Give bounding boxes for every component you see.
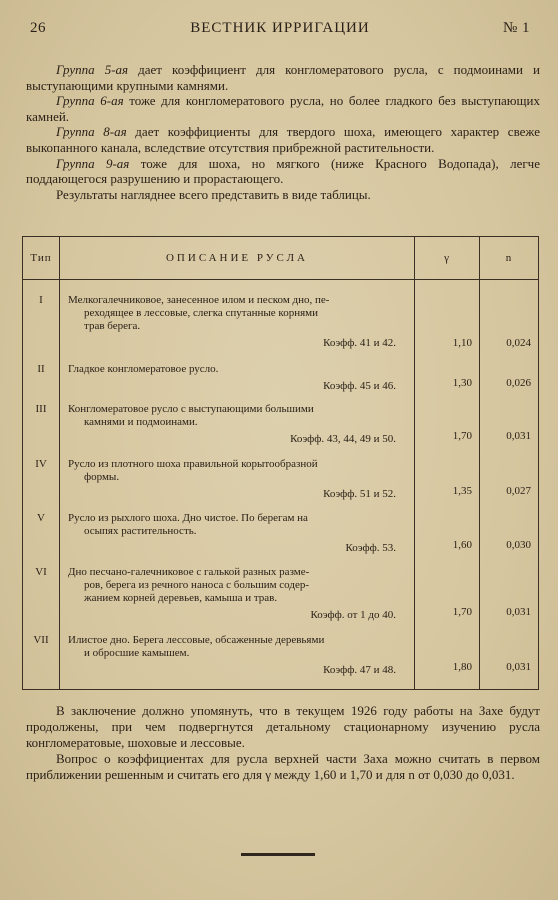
table-row — [23, 399, 539, 453]
row-gamma-cell — [415, 359, 480, 399]
coefficient-reference: Коэфф. 41 и 42. — [323, 337, 396, 349]
description-line: ров, берега из речного наноса с большим содер- — [84, 579, 309, 591]
row-description-cell — [60, 508, 415, 562]
row-description-cell — [60, 630, 415, 689]
description-line: Конгломератовое русло с выступающими большими — [68, 403, 314, 416]
row-description — [68, 512, 408, 538]
paragraph-group-5 — [26, 62, 540, 93]
row-gamma: 1,35 — [452, 484, 472, 497]
paragraph-text: дает коэффициент для конгломератового русла, с подмоинами и выступающими крупными камнями. — [26, 62, 540, 93]
row-n: 0,030 — [506, 538, 531, 551]
description-line: осыпях растительность. — [84, 524, 197, 537]
row-description — [68, 294, 408, 333]
paragraph-conclusion-2: Вопрос о коэффициентах для русла верхней части Заха можно считать в первом приближении решенным и считать его для γ между 1,60 и 1,70 и для n от 0,030 до 0,031. — [26, 751, 540, 782]
paragraph-text: дает коэффициенты для твердого шоха, имеющего характер свеже выкопанного канала, вследствие отсутствия прибрежной растительности. — [26, 124, 540, 155]
row-gamma: 1,60 — [452, 538, 472, 551]
row-type: V — [23, 508, 60, 562]
row-n-cell — [480, 359, 539, 399]
description-line: трав берега. — [84, 320, 141, 332]
page-header — [30, 20, 530, 40]
row-n: 0,024 — [506, 337, 531, 349]
group-label: Группа 5-ая — [56, 62, 129, 77]
row-n: 0,027 — [506, 484, 531, 497]
table-header-row — [23, 237, 539, 280]
table-row — [23, 630, 539, 689]
paragraph-group-9 — [26, 156, 540, 187]
description-line: Русло из плотного шоха правильной корытообразной — [68, 457, 318, 470]
row-n-cell — [480, 399, 539, 453]
row-type: II — [23, 359, 60, 399]
description-line: жанием корней деревьев, камыша и трав. — [84, 592, 278, 604]
group-label: Группа 9-ая — [56, 155, 130, 171]
row-description-cell — [60, 454, 415, 508]
intro-text — [26, 62, 540, 202]
row-gamma: 1,70 — [452, 430, 472, 443]
table-row — [23, 280, 539, 360]
header-n: n — [480, 237, 539, 280]
row-gamma-cell — [415, 562, 480, 630]
row-gamma: 1,80 — [452, 661, 472, 674]
row-n: 0,026 — [506, 377, 531, 390]
row-description-cell — [60, 399, 415, 453]
header-type: Тип — [23, 237, 60, 280]
row-n-cell — [480, 454, 539, 508]
description-line: формы. — [84, 470, 120, 483]
description-line: Гладкое конгломератовое русло. — [68, 363, 219, 376]
row-description-cell — [60, 280, 415, 360]
row-n: 0,031 — [506, 606, 531, 618]
row-type: I — [23, 280, 60, 360]
coefficient-reference: Коэфф. 47 и 48. — [323, 664, 396, 677]
row-n-cell — [480, 280, 539, 360]
row-gamma-cell — [415, 280, 480, 360]
page-number: 26 — [30, 20, 46, 36]
row-type: IV — [23, 454, 60, 508]
row-gamma: 1,70 — [452, 606, 472, 618]
coefficient-reference: Коэфф. 51 и 52. — [323, 487, 396, 500]
paragraph-conclusion-1: В заключение должно упомянуть, что в текущем 1926 году работы на Захе будут продолжены, при чем подвергнутся детальному стационарному изучению русла конгломератовые, шоховые и лессовые. — [26, 703, 540, 750]
row-type: VII — [23, 630, 60, 689]
paragraph-text: тоже для шоха, но мягкого (ниже Красного Водопада), легче поддающегося разрушению и прорастающего. — [26, 155, 540, 187]
row-n-cell — [480, 562, 539, 630]
header-gamma: γ — [415, 237, 480, 280]
paragraph-group-8 — [26, 124, 540, 155]
row-gamma-cell — [415, 454, 480, 508]
table-row — [23, 562, 539, 630]
coefficient-reference: Коэфф. 45 и 46. — [323, 380, 396, 393]
description-line: реходящее в лессовые, слегка спутанные корнями — [84, 307, 319, 319]
description-line: Илистое дно. Берега лессовые, обсаженные деревьями — [68, 634, 325, 647]
row-description — [68, 403, 408, 429]
row-n: 0,031 — [506, 661, 531, 674]
row-description-cell — [60, 359, 415, 399]
row-gamma-cell — [415, 399, 480, 453]
row-n-cell — [480, 508, 539, 562]
conclusion-text — [26, 703, 540, 783]
row-type: III — [23, 399, 60, 453]
row-type: VI — [23, 562, 60, 630]
paragraph-text: тоже для конгломератового русла, но более гладкого без выступающих камней. — [26, 93, 540, 124]
row-n-cell — [480, 630, 539, 689]
row-description — [68, 634, 408, 660]
row-description — [68, 363, 408, 376]
group-label: Группа 8-ая — [56, 124, 127, 140]
description-line: камнями и подмоинами. — [84, 416, 198, 429]
row-description — [68, 458, 408, 484]
header-description: ОПИСАНИЕ РУСЛА — [60, 237, 415, 280]
table-row — [23, 508, 539, 562]
description-line: Русло из рыхлого шоха. Дно чистое. По берегам на — [68, 511, 308, 524]
table-row — [23, 359, 539, 399]
description-line: и обросшие камышем. — [84, 647, 190, 660]
coefficient-reference: Коэфф. 43, 44, 49 и 50. — [290, 433, 396, 446]
row-description-cell — [60, 562, 415, 630]
row-gamma: 1,10 — [452, 337, 472, 349]
journal-title: ВЕСТНИК ИРРИГАЦИИ — [190, 20, 370, 36]
coefficient-reference: Коэфф. 53. — [345, 541, 396, 554]
row-description — [68, 566, 408, 605]
table-row — [23, 454, 539, 508]
channel-coefficients-table — [22, 236, 539, 690]
paragraph-group-6 — [26, 93, 540, 124]
description-line: Дно песчано-галечниковое с галькой разных разме- — [68, 566, 310, 578]
coefficient-reference: Коэфф. от 1 до 40. — [310, 609, 396, 621]
row-gamma: 1,30 — [452, 377, 472, 390]
issue-number: № 1 — [502, 20, 530, 36]
row-gamma-cell — [415, 630, 480, 689]
end-rule — [241, 853, 315, 856]
description-line: Мелкогалечниковое, занесенное илом и песком дно, пе- — [68, 294, 330, 306]
group-label: Группа 6-ая — [56, 93, 124, 109]
paragraph-results: Результаты нагляднее всего представить в виде таблицы. — [56, 186, 371, 202]
row-gamma-cell — [415, 508, 480, 562]
row-n: 0,031 — [506, 430, 531, 443]
